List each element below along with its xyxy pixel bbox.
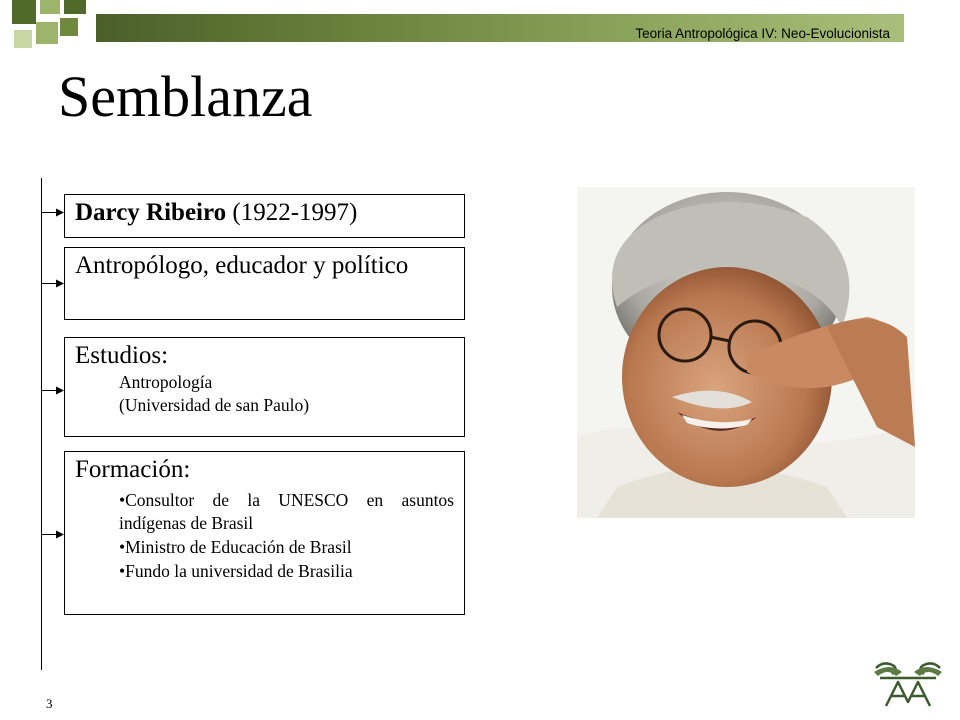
header-caption: Teoria Antropológica IV: Neo-Evolucionista [635,26,890,41]
name-box [64,194,465,238]
name-line [75,199,454,228]
studies-line: (Universidad de san Paulo) [119,395,310,416]
arrow-icon [42,208,64,217]
training-heading: Formación: [75,456,191,483]
corner-square-3 [64,0,86,14]
studies-box [64,337,465,437]
training-bullet: •Ministro de Educación de Brasil [119,537,352,557]
arrow-icon [42,530,64,539]
corner-square-2 [40,0,60,14]
connector-line [41,178,42,670]
corner-square-4 [36,22,58,44]
training-bullet: •Consultor de la UNESCO en asuntos indígenas de Brasil [119,489,454,534]
university-logo [872,658,944,712]
training-bullet: •Fundo la universidad de Brasilia [119,560,353,581]
life-years: (1922-1997) [226,199,358,226]
corner-square-5 [60,18,78,36]
corner-square-1 [12,0,36,24]
training-box [64,451,465,615]
arrow-icon [42,279,64,288]
studies-heading: Estudios: [75,342,169,369]
person-name: Darcy Ribeiro [75,199,227,226]
studies-line: Antropología [119,371,213,392]
profession-box [64,247,465,320]
slide-number: 3 [46,696,53,711]
corner-square-6 [14,30,32,48]
portrait-photo [577,187,915,518]
slide-title: Semblanza [58,64,313,129]
profession-text: Antropólogo, educador y político [75,252,409,279]
arrow-icon [42,386,64,395]
